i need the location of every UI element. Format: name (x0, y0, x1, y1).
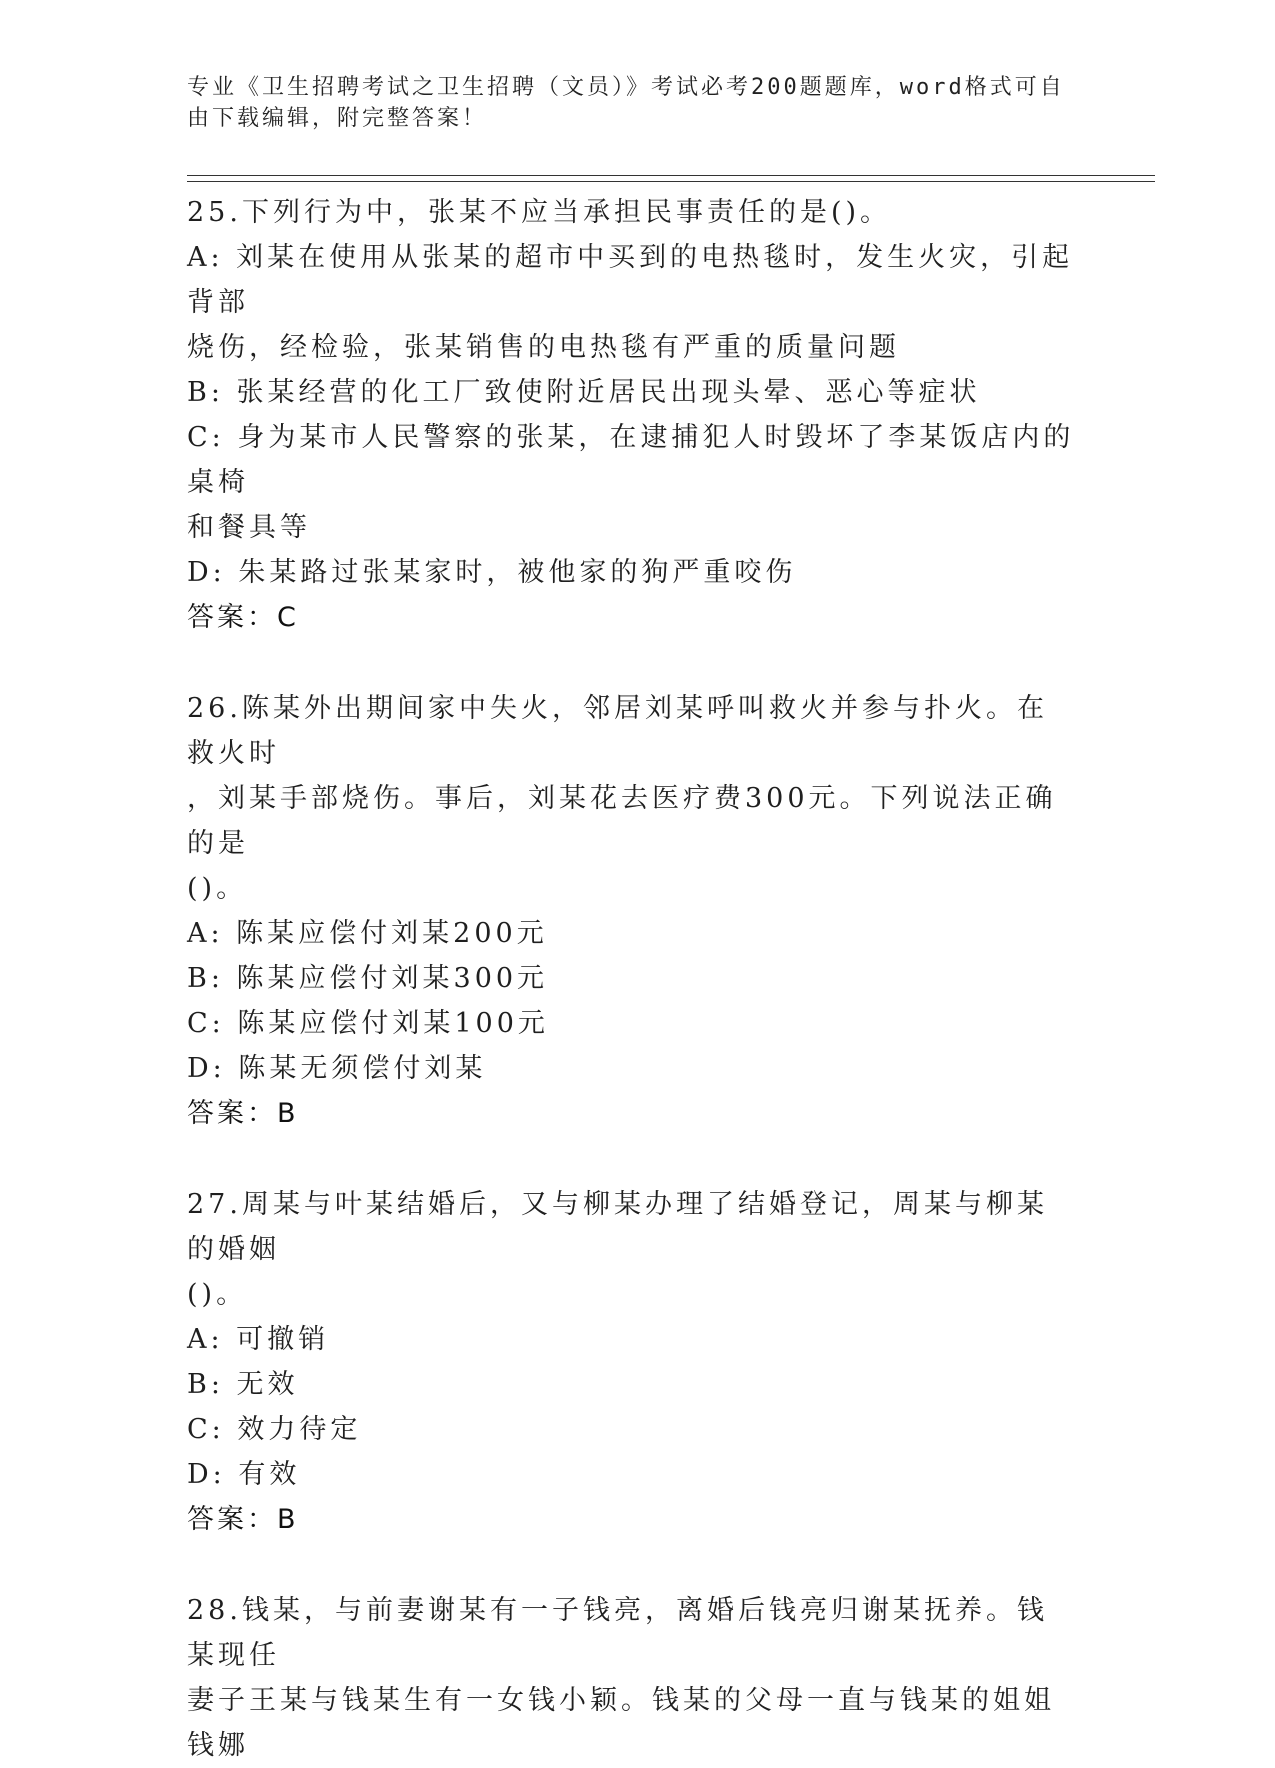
question-text-line-3: ()。 (187, 873, 248, 904)
question-text-line-1: 26.陈某外出期间家中失火，邻居刘某呼叫救火并参与扑火。在救火时 (187, 693, 1048, 769)
option-c-line-1: C: 身为某市人民警察的张某，在逮捕犯人时毁坏了李某饭店内的桌椅 (187, 422, 1075, 498)
header-rule-bottom (187, 181, 1155, 182)
question-text-line-2: 妻子王某与钱某生有一女钱小颖。钱某的父母一直与钱某的姐姐钱娜 (187, 1685, 1055, 1761)
answer: 答案：B (187, 1504, 299, 1535)
option-d: D: 有效 (187, 1459, 301, 1490)
option-a-line-1: A: 刘某在使用从张某的超市中买到的电热毯时，发生火灾，引起背部 (187, 242, 1074, 318)
question-spacer (187, 1137, 1077, 1182)
option-b: B: 张某经营的化工厂致使附近居民出现头晕、恶心等症状 (187, 377, 981, 408)
header-rule-top (187, 175, 1155, 176)
option-c: C: 陈某应偿付刘某100元 (187, 1008, 549, 1039)
question-text-line-1: 27.周某与叶某结婚后，又与柳某办理了结婚登记，周某与柳某的婚姻 (187, 1189, 1048, 1265)
question-text-line-2: ()。 (187, 1279, 248, 1310)
question-text: 25.下列行为中，张某不应当承担民事责任的是()。 (187, 197, 892, 228)
question-spacer (187, 1543, 1077, 1588)
question-27 (187, 1182, 1077, 1543)
question-text-line-2: ，刘某手部烧伤。事后，刘某花去医疗费300元。下列说法正确的是 (187, 783, 1057, 859)
document-header (187, 72, 1067, 134)
option-c-line-2: 和餐具等 (187, 512, 311, 543)
option-c (187, 415, 1077, 550)
header-line-1: 专业《卫生招聘考试之卫生招聘（文员）》考试必考200题题库，word格式可自 (187, 75, 1065, 100)
option-d: D: 朱某路过张某家时，被他家的狗严重咬伤 (187, 557, 797, 588)
question-25 (187, 190, 1077, 641)
option-a: A: 可撤销 (187, 1324, 330, 1355)
option-c: C: 效力待定 (187, 1414, 362, 1445)
question-26 (187, 686, 1077, 1137)
option-d: D: 陈某无须偿付刘某 (187, 1053, 487, 1084)
answer: 答案：C (187, 602, 299, 633)
option-b: B: 陈某应偿付刘某300元 (187, 963, 549, 994)
option-a-line-2: 烧伤，经检验，张某销售的电热毯有严重的质量问题 (187, 332, 900, 363)
question-spacer (187, 641, 1077, 686)
question-28 (187, 1588, 1077, 1768)
question-text-line-1: 28.钱某，与前妻谢某有一子钱亮，离婚后钱亮归谢某抚养。钱某现任 (187, 1595, 1048, 1671)
option-a (187, 235, 1077, 370)
header-line-2: 由下载编辑，附完整答案！ (187, 106, 488, 131)
answer: 答案：B (187, 1098, 299, 1129)
option-a: A: 陈某应偿付刘某200元 (187, 918, 548, 949)
option-b: B: 无效 (187, 1369, 299, 1400)
question-list (187, 190, 1077, 1768)
